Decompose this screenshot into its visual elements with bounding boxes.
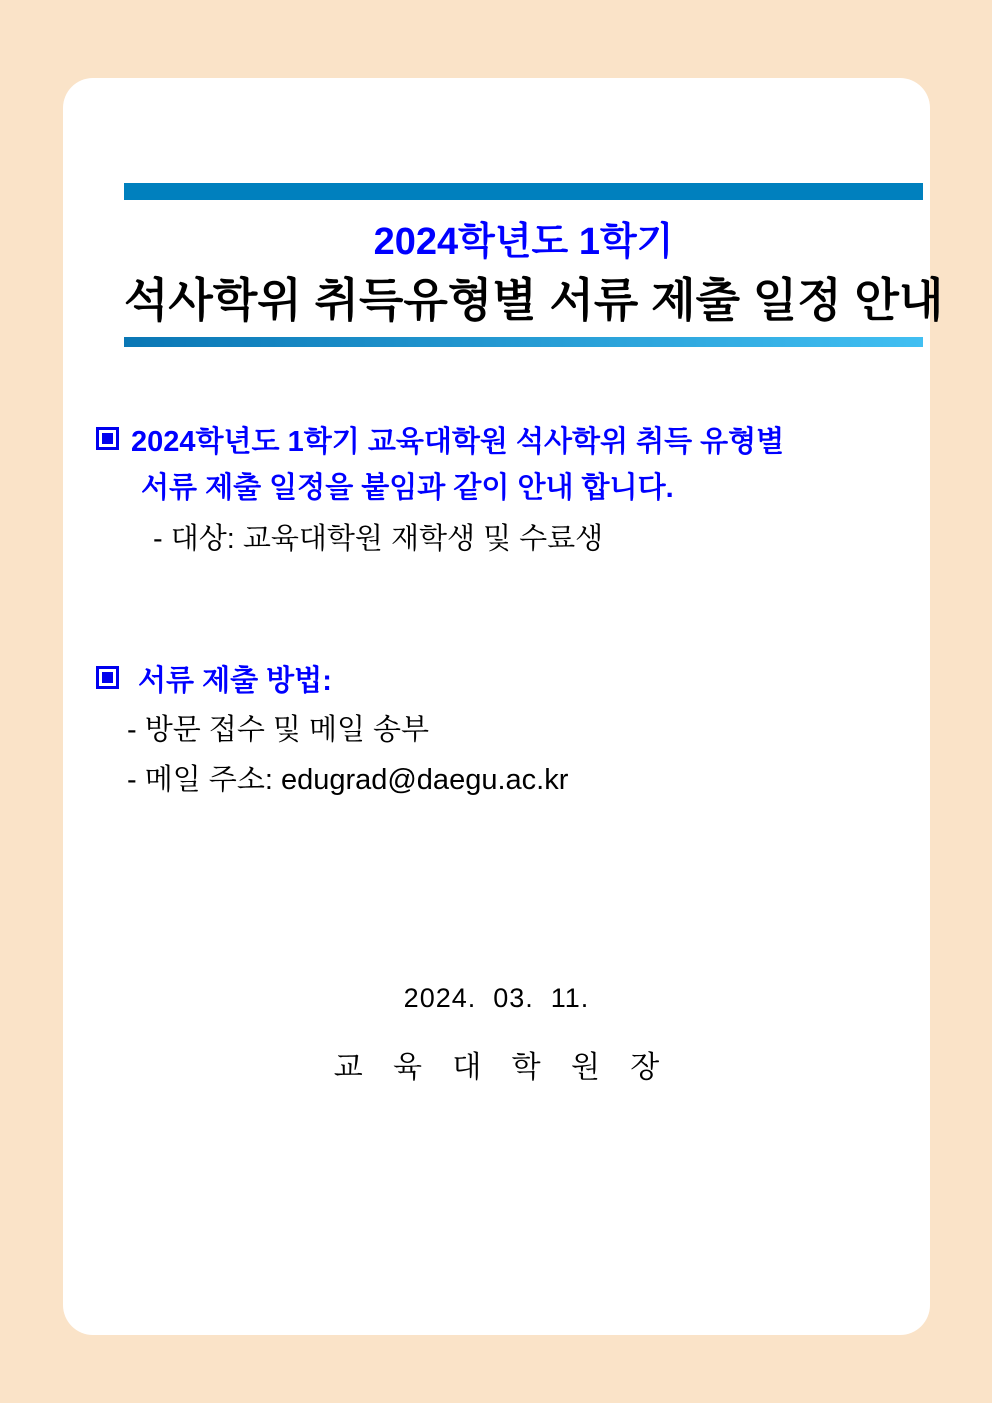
section2-heading: 서류 제출 방법:	[138, 665, 332, 697]
section2-item-email: - 메일 주소: edugrad@daegu.ac.kr	[127, 764, 569, 796]
notice-title-main: 석사학위 취득유형별 서류 제출 일정 안내	[124, 274, 944, 326]
header-bottom-bar	[124, 337, 923, 347]
square-bullet-icon	[96, 666, 119, 689]
section1-item-target: - 대상: 교육대학원 재학생 및 수료생	[153, 523, 604, 555]
header-top-bar	[124, 183, 923, 200]
section2-item-method: - 방문 접수 및 메일 송부	[127, 714, 430, 746]
section1-heading-line2: 서류 제출 일정을 붙임과 같이 안내 합니다.	[141, 472, 674, 504]
square-bullet-icon	[96, 427, 119, 450]
notice-date: 2024. 03. 11.	[403, 983, 590, 1013]
notice-signature: 교 육 대 학 원 장	[333, 1051, 660, 1084]
notice-card	[63, 78, 944, 1335]
section1-heading-line1: 2024학년도 1학기 교육대학원 석사학위 취득 유형별	[131, 426, 785, 458]
notice-title-semester: 2024학년도 1학기	[373, 221, 674, 263]
